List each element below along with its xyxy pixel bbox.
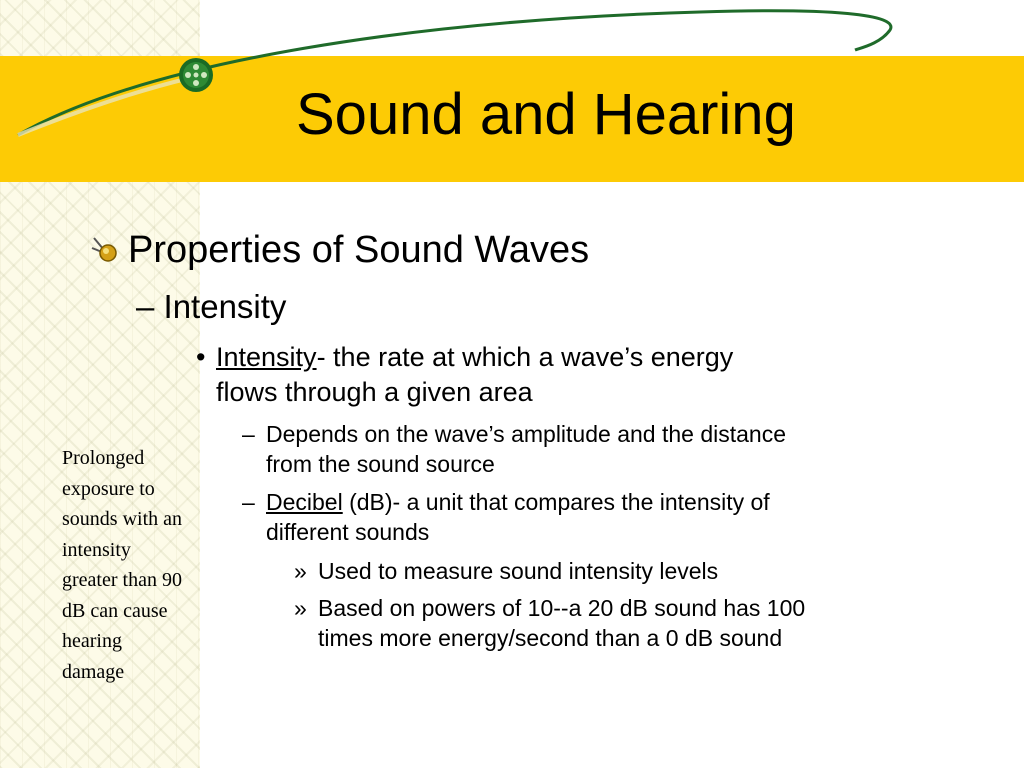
level5a-marker: » [294, 558, 307, 584]
bullet-level5b-line2: times more energy/second than a 0 dB sound [318, 625, 783, 651]
bullet-level4a-line1: Depends on the wave’s amplitude and the distance [266, 421, 786, 447]
level5b-marker: » [294, 595, 307, 621]
level4b-dash: – [242, 489, 255, 515]
bullet-level3-line2: flows through a given area [216, 377, 533, 407]
level3-bullet: • [196, 342, 206, 372]
level4a-dash: – [242, 421, 255, 447]
side-note-line: sounds with an [62, 508, 182, 530]
side-note-line: damage [62, 660, 125, 683]
bullet-level4b-line1 [266, 487, 770, 517]
intensity-term: Intensity [216, 342, 317, 372]
bullet-level5b-line1: Based on powers of 10--a 20 dB sound has 100 [318, 595, 806, 621]
bullet-level4b-line2: different sounds [266, 519, 430, 545]
level2-dash: – [136, 288, 155, 325]
level2-text: Intensity [163, 288, 287, 325]
side-note-line: intensity [62, 538, 131, 561]
bullet-level1-text: Properties of Sound Waves [128, 229, 590, 271]
intensity-definition: - the rate at which a wave’s energy [316, 342, 734, 372]
decibel-definition: (dB)- a unit that compares the intensity of [342, 489, 770, 515]
side-note-line: dB can cause [62, 599, 168, 622]
bullet-level4a-line2: from the sound source [266, 451, 495, 477]
bullet-level2 [136, 287, 286, 327]
side-note-line: Prolonged [62, 447, 145, 469]
slide-title: Sound and Hearing [296, 82, 796, 147]
bullet-ornament-icon [90, 234, 120, 264]
title-band-fade [0, 56, 200, 182]
decibel-term: Decibel [266, 489, 343, 515]
side-note [62, 443, 222, 687]
side-note-line: hearing [62, 630, 122, 652]
bullet-level3-line1 [216, 340, 733, 375]
bullet-level5a: Used to measure sound intensity levels [318, 558, 719, 584]
side-note-line: greater than 90 [62, 569, 182, 591]
side-note-line: exposure to [62, 477, 155, 500]
